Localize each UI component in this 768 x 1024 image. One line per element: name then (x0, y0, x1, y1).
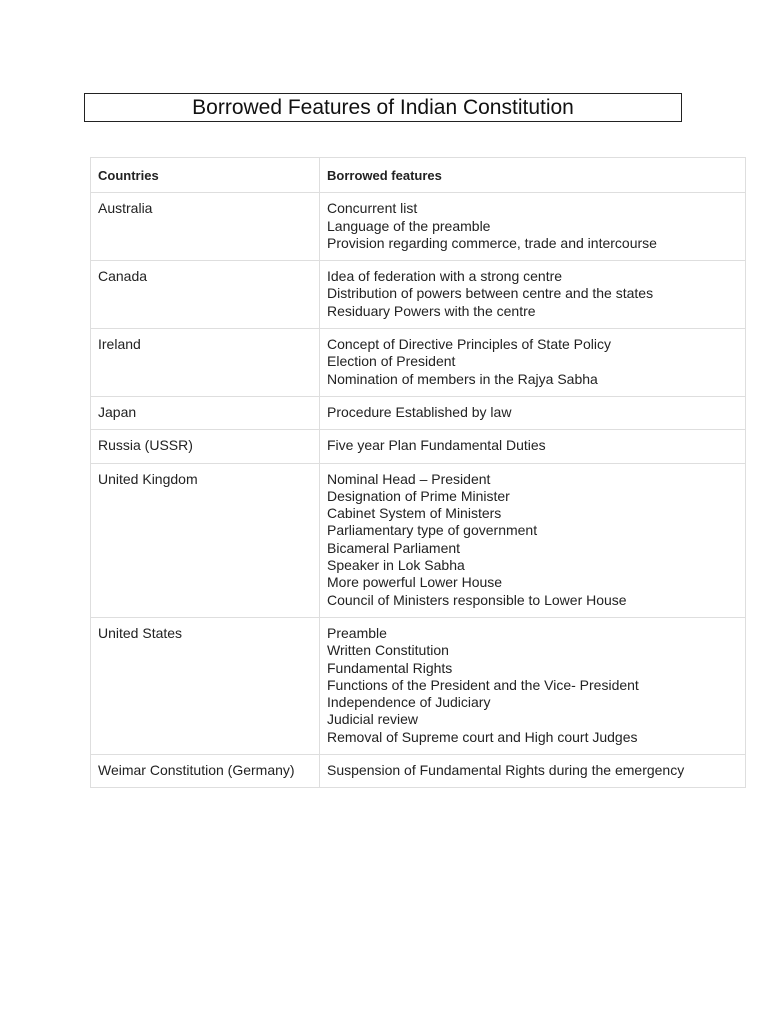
table-row (91, 396, 746, 429)
table-row (91, 430, 746, 463)
features-cell (320, 329, 746, 397)
country-cell: Russia (USSR) (91, 430, 320, 463)
feature-item: Concurrent list (327, 200, 418, 217)
country-cell: United Kingdom (91, 463, 320, 617)
feature-item: Fundamental Rights (327, 659, 453, 676)
country-cell: Australia (91, 193, 320, 261)
features-cell (320, 396, 746, 429)
feature-item: Procedure Established by law (327, 403, 512, 420)
feature-item: Idea of federation with a strong centre (327, 268, 563, 285)
feature-item: Removal of Supreme court and High court Judges (327, 728, 638, 745)
features-cell (320, 617, 746, 754)
features-cell (320, 193, 746, 261)
features-cell (320, 261, 746, 329)
table-row (91, 329, 746, 397)
feature-item: Functions of the President and the Vice- President (327, 676, 639, 693)
column-header-borrowed-features: Borrowed features (320, 158, 746, 193)
table-body (91, 193, 746, 788)
table-row (91, 463, 746, 617)
country-cell: Weimar Constitution (Germany) (91, 755, 320, 788)
country-cell: Ireland (91, 329, 320, 397)
feature-item: Preamble (327, 624, 387, 641)
feature-item: Nominal Head – President (327, 470, 491, 487)
country-cell: United States (91, 617, 320, 754)
feature-item: Written Constitution (327, 642, 449, 659)
table-header-row (91, 158, 746, 193)
feature-item: Residuary Powers with the centre (327, 302, 536, 319)
feature-item: Language of the preamble (327, 217, 491, 234)
feature-item: More powerful Lower House (327, 574, 503, 591)
features-cell (320, 755, 746, 788)
feature-item: Speaker in Lok Sabha (327, 557, 465, 574)
feature-item: Bicameral Parliament (327, 539, 461, 556)
column-header-countries: Countries (91, 158, 320, 193)
features-cell (320, 430, 746, 463)
feature-item: Nomination of members in the Rajya Sabha (327, 370, 598, 387)
country-cell: Canada (91, 261, 320, 329)
table-row (91, 193, 746, 261)
feature-item: Independence of Judiciary (327, 694, 491, 711)
feature-item: Cabinet System of Ministers (327, 505, 502, 522)
country-cell: Japan (91, 396, 320, 429)
feature-item: Distribution of powers between centre and the states (327, 285, 654, 302)
feature-item: Council of Ministers responsible to Lower House (327, 591, 627, 608)
feature-item: Election of President (327, 353, 456, 370)
feature-item: Five year Plan Fundamental Duties (327, 437, 546, 454)
feature-item: Parliamentary type of government (327, 522, 538, 539)
features-cell (320, 463, 746, 617)
table-row (91, 755, 746, 788)
feature-item: Judicial review (327, 711, 419, 728)
feature-item: Provision regarding commerce, trade and intercourse (327, 234, 657, 251)
feature-item: Designation of Prime Minister (327, 487, 510, 504)
feature-item: Suspension of Fundamental Rights during the emergency (327, 762, 685, 779)
document-title: Borrowed Features of Indian Constitution (84, 93, 682, 122)
feature-item: Concept of Directive Principles of State Policy (327, 336, 612, 353)
table-row (91, 617, 746, 754)
table-row (91, 261, 746, 329)
borrowed-features-table (90, 157, 746, 788)
